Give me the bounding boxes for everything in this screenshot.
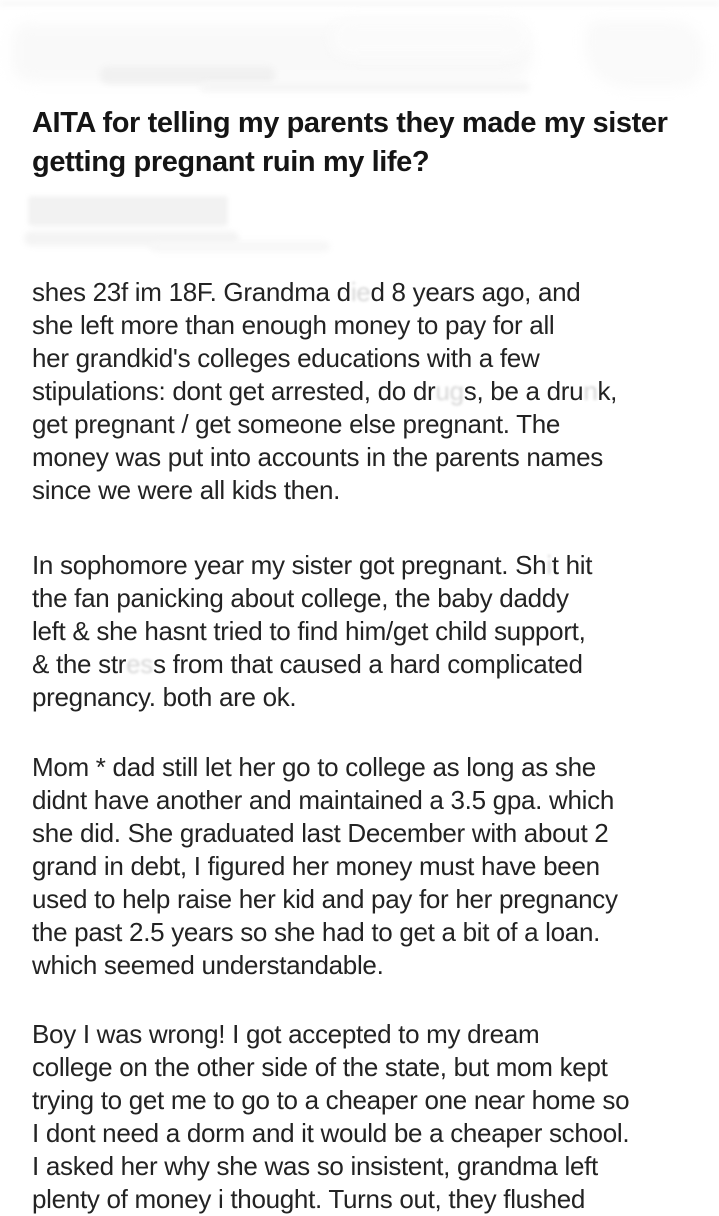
redacted-flair-smudge: [150, 241, 330, 252]
censored-letters: ie: [350, 277, 371, 307]
censored-letters: i: [546, 550, 552, 580]
censored-letters: ug: [435, 376, 464, 406]
post-body-paragraph: Boy I was wrong! I got accepted to my dream college on the other side of the state, but mom kept trying to get me to go to a cheaper one near home so I dont need a dorm and it would be a cheaper school. I asked her why she was so insistent, grandma left plenty of money i thought. Turns out, they flushed: [32, 1019, 630, 1214]
redacted-statusbar-smudge: [0, 0, 719, 7]
redacted-flair-smudge: [28, 196, 228, 226]
post-body-paragraph: shes 23f im 18F. Grandma died 8 years ago, and she left more than enough money to pay for all her grandkid's colleges educations with a few stipulations: dont get arrested, do drugs, be a drunk, get pregnant / get someone else pregnant. The money was put into accounts in the parents names since we were all kids then.: [32, 277, 618, 505]
censored-letters: n: [583, 376, 598, 406]
redacted-flair-smudge: [24, 231, 239, 246]
post-body-paragraph: In sophomore year my sister got pregnant. Shit hit the fan panicking about college, the baby daddy left & she hasnt tried to find him/get child support, & the stress from that caused a hard complicated pregnancy. both are ok.: [32, 550, 593, 712]
post-title: AITA for telling my parents they made my sister getting pregnant ruin my life?: [32, 107, 668, 178]
censored-letters: es: [126, 649, 153, 679]
redacted-username-smudge: [200, 82, 530, 92]
redacted-header-smudge: [12, 24, 532, 82]
redacted-header-corner-smudge: [585, 20, 703, 88]
redacted-username-smudge: [100, 66, 275, 84]
redacted-header-smudge: [330, 18, 530, 58]
post-body-paragraph: Mom * dad still let her go to college as long as she didnt have another and maintained a 3.5 gpa. which she did. She graduated last December with about 2 grand in debt, I figured her money must have been used to help raise her kid and pay for her pregnancy the past 2.5 years so she had to get a bit of a loan. which seemed understandable.: [32, 752, 618, 980]
